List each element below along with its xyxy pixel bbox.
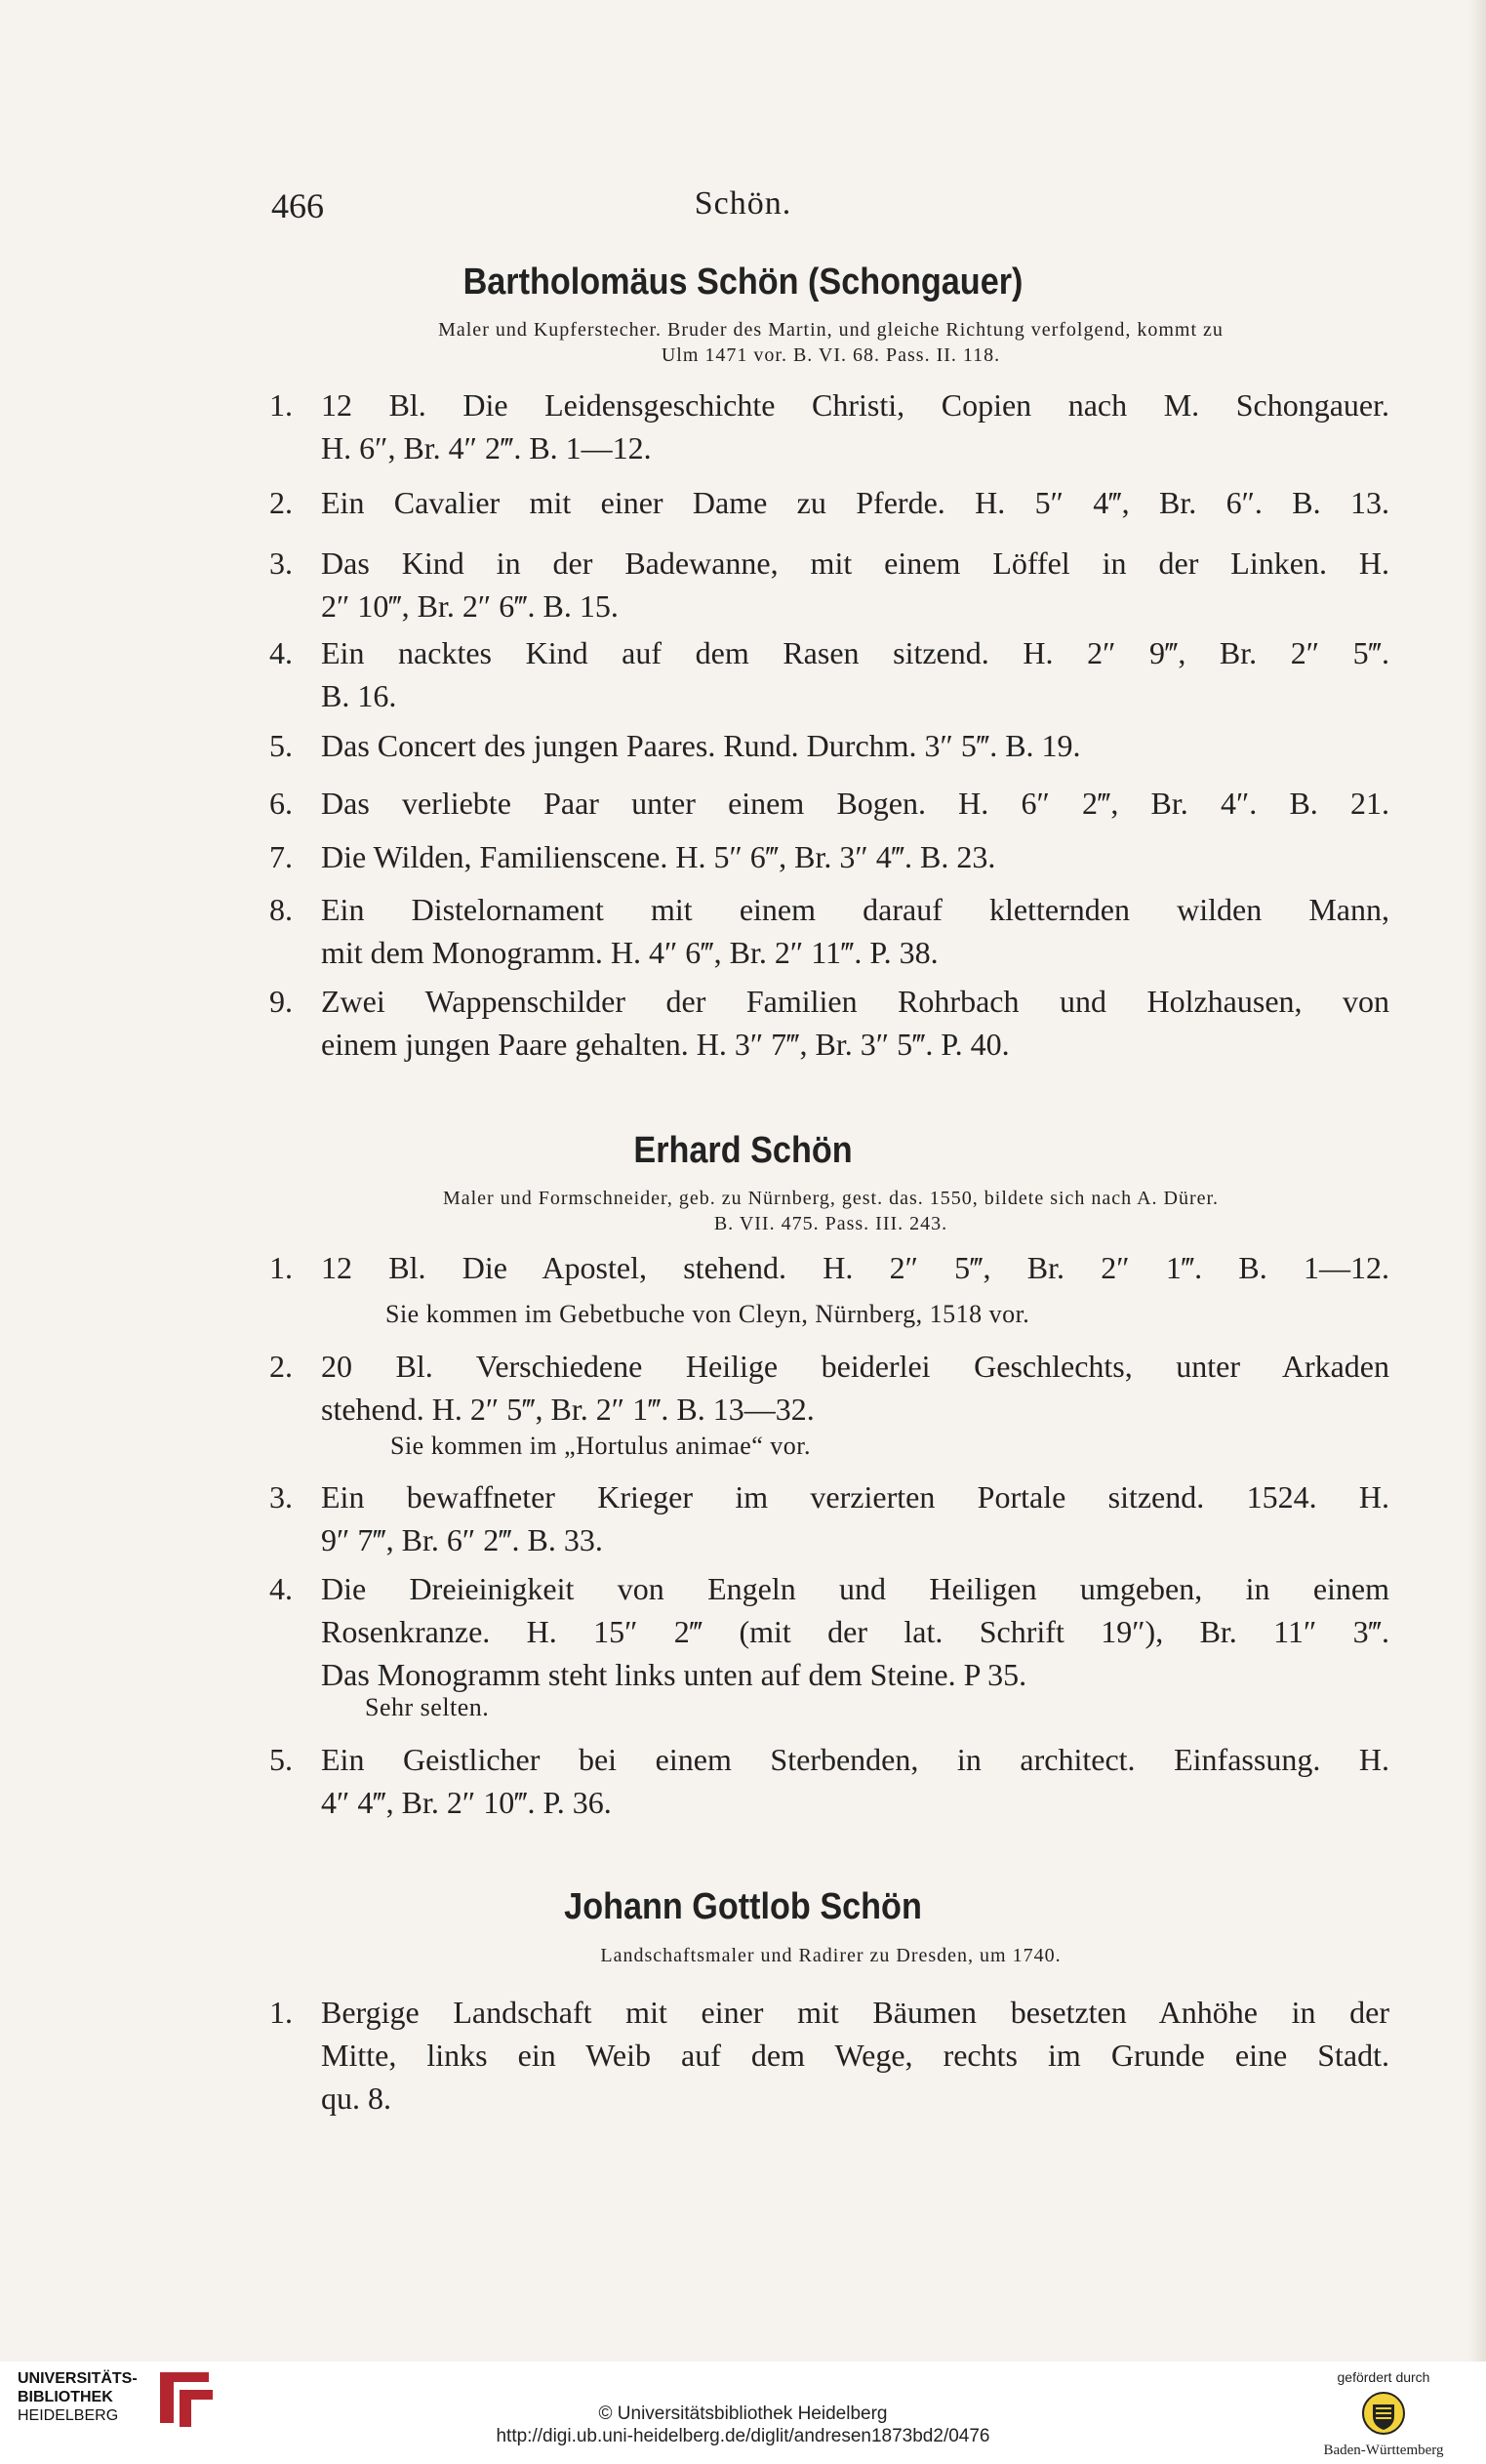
funded-by-label: gefördert durch — [1337, 2369, 1430, 2385]
catalog-entry: 5. Ein Geistlicher bei einem Sterbenden, in architect. Einfassung. H. 4″ 4‴, Br. 2″ 10‴. P. 36. — [269, 1742, 1389, 1820]
catalog-entry: 3. Ein bewaffneter Krieger im verzierten Portale sitzend. 1524. H. 9″ 7‴, Br. 6″ 2‴. B. 33. — [269, 1479, 1389, 1557]
library-name-line3: HEIDELBERG — [18, 2407, 119, 2424]
page-edge-shadow — [1468, 0, 1486, 2362]
section-subtitle: Maler und Kupferstecher. Bruder des Martin, und gleiche Richtung verfolgend, kommt zu Ulm 1471 vor. B. VI. 68. Pass. II. 118. — [438, 319, 1224, 366]
footer-credit — [0, 2403, 1486, 2447]
section-subtitle: Landschaftsmaler und Radirer zu Dresden, um 1740. — [600, 1945, 1062, 1966]
catalog-entry: 7. Die Wilden, Familienscene. H. 5″ 6‴, Br. 3″ 4‴. B. 23. — [269, 839, 996, 874]
copyright-line: © Universitätsbibliothek Heidelberg — [598, 2403, 888, 2424]
section-subtitle: Maler und Formschneider, geb. zu Nürnberg, gest. das. 1550, bildete sich nach A. Dürer. B. VII. 475. Pass. III. 243. — [442, 1188, 1220, 1234]
sponsor-name: Baden-Württemberg — [1323, 2443, 1444, 2458]
section-title: Johann Gottlob Schön — [564, 1886, 922, 1927]
state-coat-of-arms-icon — [1361, 2391, 1406, 2436]
sponsor-block — [1296, 2369, 1471, 2459]
catalog-entry: 1. 12 Bl. Die Leidensgeschichte Christi, Copien nach M. Schongauer. H. 6″, Br. 4″ 2‴. B. 1—12. — [269, 387, 1389, 465]
catalog-entry: 6. Das verliebte Paar unter einem Bogen. H. 6″ 2‴, Br. 4″. B. 21. — [269, 786, 1389, 821]
catalog-entry: 4. Die Dreieinigkeit von Engeln und Heiligen umgeben, in einem Rosenkranze. H. 15″ 2‴ (mit der lat. Schrift 19″), Br. 11″ 3‴. Das Monogramm steht links unten auf dem Steine. P 35. — [269, 1571, 1389, 1692]
catalog-entry: 3. Das Kind in der Badewanne, mit einem Löffel in der Linken. H. 2″ 10‴, Br. 2″ 6‴. B. 15. — [269, 545, 1389, 624]
permalink[interactable]: http://digi.ub.uni-heidelberg.de/diglit/andresen1873bd2/0476 — [496, 2426, 990, 2446]
catalog-entry: 1. Bergige Landschaft mit einer mit Bäumen besetzten Anhöhe in der Mitte, links ein Weib auf dem Wege, rechts im Grunde eine Stadt. qu. 8. — [269, 1995, 1389, 2116]
page-number: 466 — [271, 186, 324, 225]
catalog-entry: 2. 20 Bl. Verschiedene Heilige beiderlei Geschlechts, unter Arkaden stehend. H. 2″ 5‴, Br. 2″ 1‴. B. 13—32. — [269, 1349, 1389, 1427]
section-title: Bartholomäus Schön (Schongauer) — [462, 262, 1024, 303]
entry-note: Sie kommen im „Hortulus animae“ vor. — [390, 1432, 812, 1460]
section-title: Erhard Schön — [633, 1130, 853, 1171]
running-title: Schön. — [694, 185, 792, 222]
entry-note: Sehr selten. — [365, 1693, 490, 1721]
catalog-entry: 9. Zwei Wappenschilder der Familien Rohrbach und Holzhausen, von einem jungen Paare gehalten. H. 3″ 7‴, Br. 3″ 5‴. P. 40. — [269, 984, 1389, 1062]
library-name-line2: BIBLIOTHEK — [18, 2389, 113, 2405]
catalog-entry: 2. Ein Cavalier mit einer Dame zu Pferde. H. 5″ 4‴, Br. 6″. B. 13. — [269, 485, 1389, 520]
library-name-line1: UNIVERSITÄTS- — [18, 2370, 138, 2387]
catalog-entry: 1. 12 Bl. Die Apostel, stehend. H. 2″ 5‴, Br. 2″ 1‴. B. 1—12. — [269, 1250, 1389, 1285]
catalog-entry: 4. Ein nacktes Kind auf dem Rasen sitzend. H. 2″ 9‴, Br. 2″ 5‴. B. 16. — [269, 635, 1389, 713]
catalog-entry: 5. Das Concert des jungen Paares. Rund. Durchm. 3″ 5‴. B. 19. — [269, 728, 1081, 763]
entry-note: Sie kommen im Gebetbuche von Cleyn, Nürnberg, 1518 vor. — [385, 1300, 1030, 1328]
catalog-entry: 8. Ein Distelornament mit einem darauf kletternden wilden Mann, mit dem Monogramm. H. 4″ 6‴, Br. 2″ 11‴. P. 38. — [269, 892, 1389, 970]
